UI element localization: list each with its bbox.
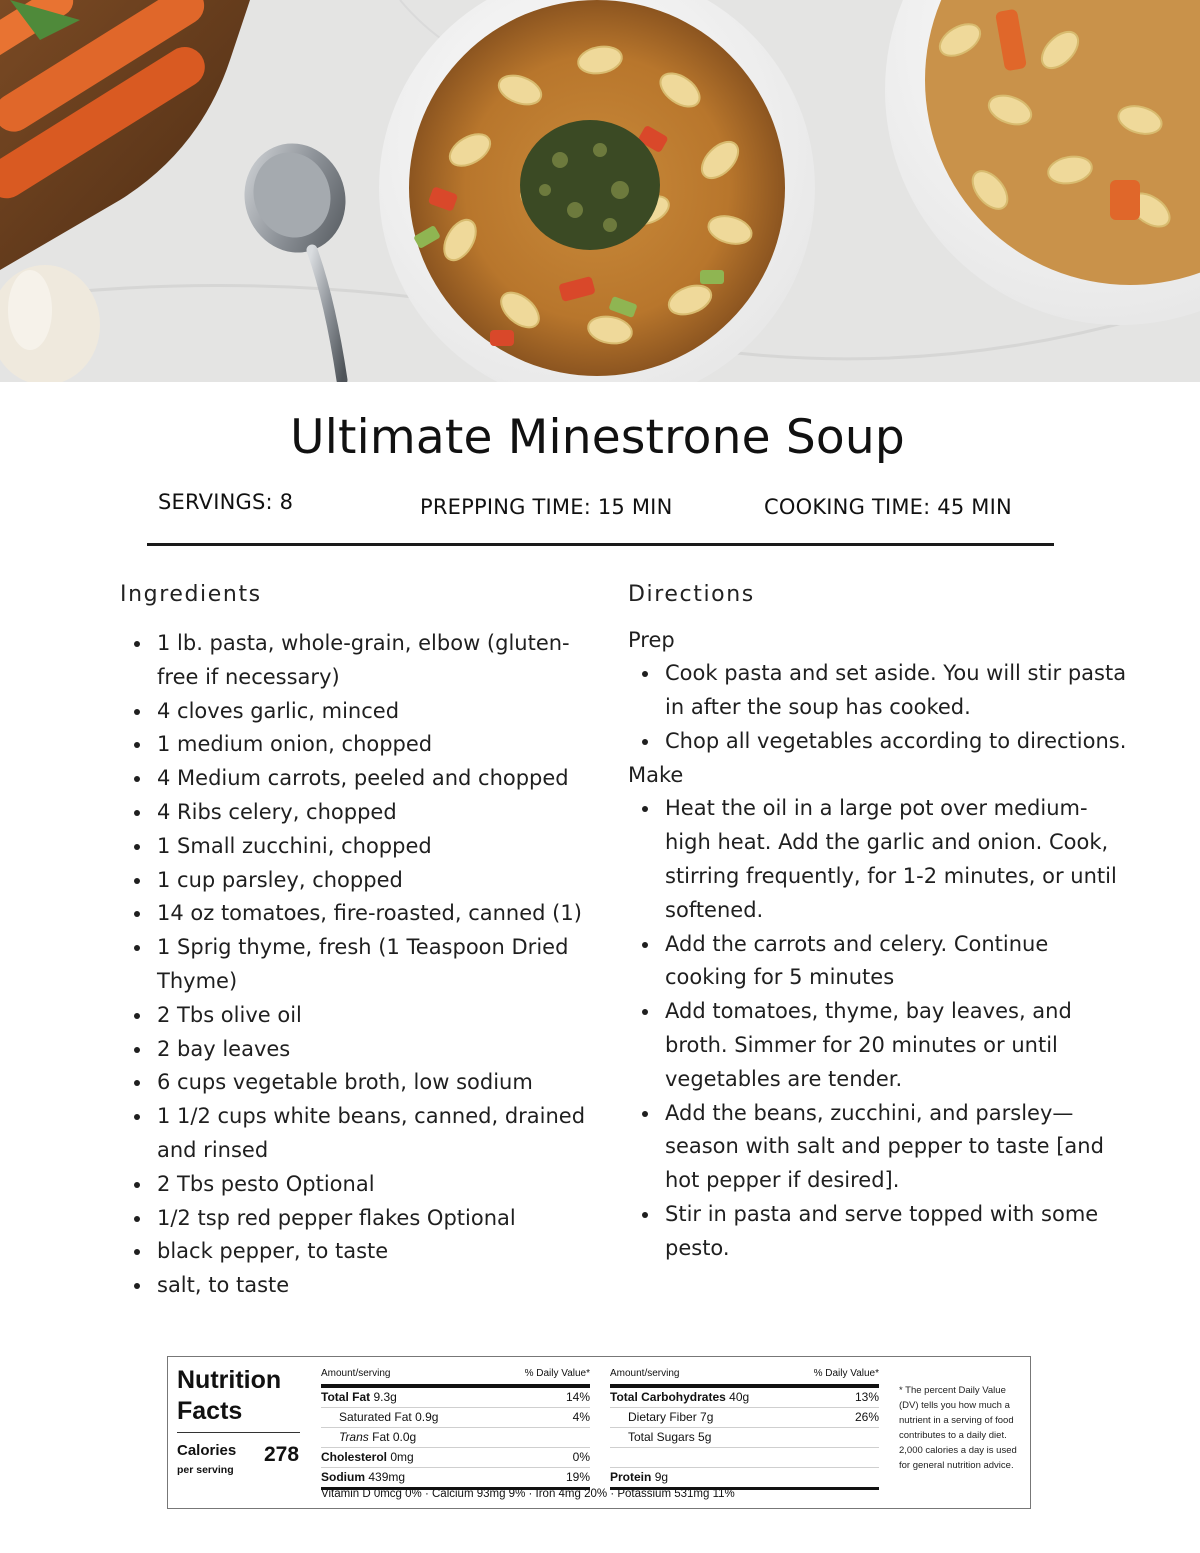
nutrient-row-dietary-fiber [610, 1408, 879, 1428]
list-item: 1 cup parsley, chopped [157, 864, 597, 898]
list-item: 14 oz tomatoes, fire-roasted, canned (1) [157, 897, 597, 931]
list-item: 2 Tbs pesto Optional [157, 1168, 597, 1202]
nutrition-title-divider [177, 1432, 300, 1433]
prep-time-info: PREPPING TIME: 15 MIN [420, 495, 673, 519]
hero-photo [0, 0, 1200, 382]
cook-time-info: COOKING TIME: 45 MIN [764, 495, 1012, 519]
list-item: Add the beans, zucchini, and parsley—season with salt and pepper to taste [and hot pepper if desired]. [665, 1097, 1128, 1198]
nutrient-amount: 439mg [368, 1470, 406, 1484]
calories-value: 278 [264, 1443, 300, 1466]
list-item: 1 Sprig thyme, fresh (1 Teaspoon Dried Thyme) [157, 931, 597, 999]
list-item: 1/2 tsp red pepper flakes Optional [157, 1202, 597, 1236]
list-item: 1 lb. pasta, whole-grain, elbow (gluten-free if necessary) [157, 627, 597, 695]
list-item: 2 Tbs olive oil [157, 999, 597, 1033]
nutrient-amount: 0.0g [392, 1430, 417, 1444]
nutrient-amount: 7g [700, 1410, 714, 1424]
nutrient-column-left [321, 1368, 590, 1490]
nutrient-label: Total Fat [321, 1390, 371, 1404]
nutrient-row-total-fat [321, 1388, 590, 1408]
nutrient-label: Cholesterol [321, 1450, 388, 1464]
nutrient-row-empty [610, 1448, 879, 1468]
servings-info: SERVINGS: 8 [158, 490, 294, 514]
list-item: Stir in pasta and serve topped with some pesto. [665, 1198, 1128, 1266]
nutrient-dv: 26% [854, 1410, 879, 1424]
title-divider [147, 543, 1054, 546]
nutrient-column-right [610, 1368, 879, 1490]
ingredients-list [157, 627, 597, 1303]
prep-heading: Prep [628, 628, 675, 652]
list-item: 2 bay leaves [157, 1033, 597, 1067]
list-item: black pepper, to taste [157, 1235, 597, 1269]
column-header [610, 1368, 879, 1383]
amount-header: Amount/serving [321, 1368, 391, 1379]
vitamins-minerals-line: Vitamin D 0mcg 0% · Calcium 93mg 9% · Iron 4mg 20% · Potassium 531mg 11% [321, 1488, 735, 1500]
nutrient-row-sodium [321, 1468, 590, 1487]
daily-value-header: % Daily Value* [524, 1368, 590, 1379]
nutrient-dv: 4% [572, 1410, 590, 1424]
recipe-title: Ultimate Minestrone Soup [290, 410, 905, 465]
make-steps-list [665, 792, 1128, 1265]
nutrient-amount: 0mg [390, 1450, 414, 1464]
nutrient-amount: 5g [698, 1430, 712, 1444]
nutrient-dv: 19% [565, 1470, 590, 1484]
nutrient-dv: 0% [572, 1450, 590, 1464]
nutrient-row-total-carbohydrates [610, 1388, 879, 1408]
nutrient-label-suffix: Fat [372, 1430, 390, 1444]
amount-header: Amount/serving [610, 1368, 680, 1379]
nutrient-row-trans-fat [321, 1428, 590, 1448]
list-item: 4 cloves garlic, minced [157, 695, 597, 729]
nutrient-row-protein [610, 1468, 879, 1487]
nutrition-title-line2: Facts [177, 1397, 243, 1425]
list-item: 1 1/2 cups white beans, canned, drained and rinsed [157, 1100, 597, 1168]
list-item: Add tomatoes, thyme, bay leaves, and broth. Simmer for 20 minutes or until vegetables are tender. [665, 995, 1128, 1096]
nutrient-amount: 40g [729, 1390, 750, 1404]
daily-value-footnote: * The percent Daily Value (DV) tells you how much a nutrient in a serving of food contributes to a daily diet. 2,000 calories a day is used for general nutrition advice. [899, 1385, 1017, 1471]
nutrient-label: Dietary Fiber [628, 1410, 697, 1424]
nutrition-facts-panel [167, 1356, 1031, 1509]
daily-value-header: % Daily Value* [813, 1368, 879, 1379]
directions-section [628, 623, 1128, 1266]
column-header [321, 1368, 590, 1383]
nutrient-label: Protein [610, 1470, 652, 1484]
nutrient-label: Total Carbohydrates [610, 1390, 726, 1404]
list-item: Heat the oil in a large pot over medium-high heat. Add the garlic and onion. Cook, stirring frequently, for 1-2 minutes, or until softened. [665, 792, 1128, 927]
nutrient-dv: 13% [854, 1390, 879, 1404]
nutrient-label: Total Sugars [628, 1430, 695, 1444]
nutrition-title-line1: Nutrition [177, 1366, 282, 1394]
list-item: 1 medium onion, chopped [157, 728, 597, 762]
nutrient-label: Saturated Fat [339, 1410, 412, 1424]
nutrient-row-saturated-fat [321, 1408, 590, 1428]
list-item: salt, to taste [157, 1269, 597, 1303]
make-heading: Make [628, 763, 684, 788]
calories-per-serving-label: per serving [177, 1464, 234, 1476]
list-item: 1 Small zucchini, chopped [157, 830, 597, 864]
directions-heading: Directions [628, 582, 755, 607]
calories-label: Calories [177, 1442, 237, 1459]
list-item: Cook pasta and set aside. You will stir pasta in after the soup has cooked. [665, 657, 1128, 725]
nutrient-amount: 9g [654, 1470, 669, 1484]
nutrient-amount: 9.3g [373, 1390, 397, 1404]
soup-photo-illustration [0, 0, 1200, 382]
list-item: Add the carrots and celery. Continue cooking for 5 minutes [665, 928, 1128, 996]
nutrient-row-total-sugars [610, 1428, 879, 1448]
nutrient-amount: 0.9g [415, 1410, 439, 1424]
list-item: 4 Medium carrots, peeled and chopped [157, 762, 597, 796]
ingredients-heading: Ingredients [120, 582, 262, 607]
nutrient-dv: 14% [565, 1390, 590, 1404]
nutrition-title [177, 1365, 297, 1427]
list-item: 6 cups vegetable broth, low sodium [157, 1066, 597, 1100]
prep-steps-list [665, 657, 1128, 758]
nutrient-label: Trans [339, 1430, 369, 1444]
nutrient-label: Sodium [321, 1470, 365, 1484]
list-item: Chop all vegetables according to directions. [665, 725, 1128, 759]
list-item: 4 Ribs celery, chopped [157, 796, 597, 830]
nutrient-row-cholesterol [321, 1448, 590, 1468]
